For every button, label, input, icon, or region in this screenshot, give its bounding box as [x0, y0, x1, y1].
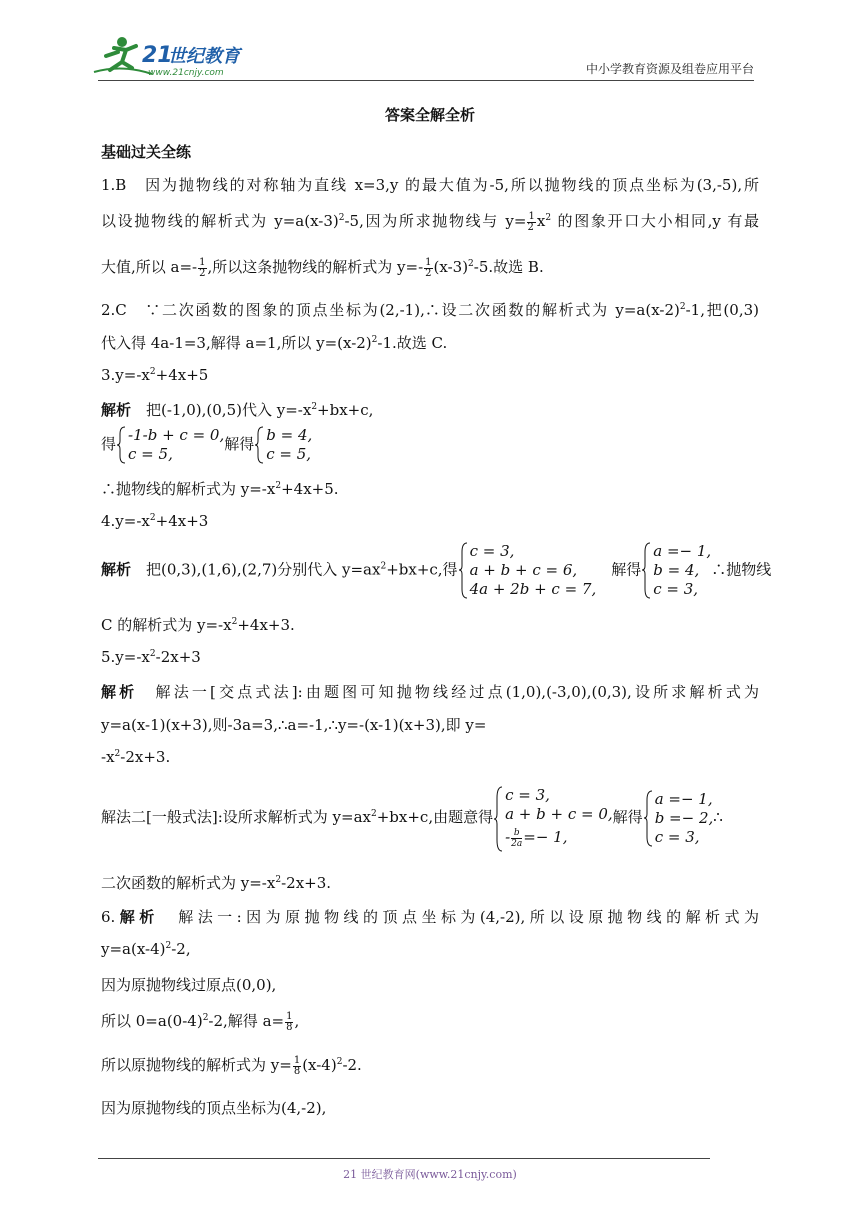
fraction-half: $\frac{1}{2}$: [527, 210, 535, 233]
q3-system-line: 得 -1-b + c = 0, c = 5, 解得 b = 4, c = 5,: [101, 426, 313, 463]
equation-system: b = 4, c = 5,: [254, 426, 312, 464]
equation-system: -1-b + c = 0, c = 5,: [116, 426, 224, 464]
q3-line-1: 解析 把(-1,0),(0,5)代入 $y=-x^2+bx+c$,: [101, 401, 374, 419]
q4-line-2: C 的解析式为 $y=-x^2+4x+3$.: [101, 616, 295, 634]
footer-link[interactable]: 21 世纪教育网(www.21cnjy.com): [343, 1168, 517, 1181]
q5-method2-line: 解法二[一般式法]:设所求解析式为 $y=ax^2+bx+c$,由题意得 c = 3, a + b + c = 0, - $\frac{b}{2a}$ =− 1, 解得 a =− 1, b =− 2, c = 3, ∴: [101, 786, 723, 850]
section-heading: 基础过关全练: [101, 143, 192, 161]
footer-divider: [98, 1158, 710, 1159]
q6-line-3: 因为原抛物线过原点(0,0),: [101, 976, 277, 994]
q3-line-3: ∴抛物线的解析式为 $y=-x^2+4x+5$.: [101, 480, 339, 498]
q2-line-1: 2.C ∵二次函数的图象的顶点坐标为(2,-1),∴设二次函数的解析式为 $y=a(x-2)^2-1$,把(0,3): [101, 301, 759, 319]
equation-system: c = 3, a + b + c = 0, - $\frac{b}{2a}$ =− 1,: [493, 786, 613, 850]
svg-text:世纪教育: 世纪教育: [168, 46, 240, 67]
q1-line-1: 1.B 因为抛物线的对称轴为直线 x=3,y 的最大值为-5,所以抛物线的顶点坐标为(3,-5),所: [101, 176, 759, 194]
equation-system: a =− 1, b = 4, c = 3,: [641, 542, 711, 599]
q3-answer: $3.y=-x^2+4x+5$: [101, 366, 209, 384]
q6-line-4: 所以 $0=a(0-4)^2-2$,解得 a= $\frac{1}{8}$ ,: [101, 1010, 300, 1033]
q5-line-5: 二次函数的解析式为 $y=-x^2-2x+3$.: [101, 874, 332, 892]
svg-text:21: 21: [142, 43, 173, 68]
q6-line-1: 6.解析 解法一:因为原抛物线的顶点坐标为(4,-2),所以设原抛物线的解析式为: [101, 908, 759, 926]
q1-line-3: 大值,所以 a=- $\frac{1}{2}$ ,所以这条抛物线的解析式为 y=- $\frac{1}{2}$ $(x-3)^2-5$.故选 B.: [101, 256, 544, 279]
q5-line-1: 解析 解法一[交点式法]:由题图可知抛物线经过点(1,0),(-3,0),(0,3),设所求解析式为: [101, 683, 759, 701]
q1-line-2: 以设抛物线的解析式为 $y=a(x-3)^2-5$,因为所求抛物线与 y= $\frac{1}{2}$ $x^2$ 的图象开口大小相同,y 有最: [101, 210, 759, 233]
equation-system: c = 3, a + b + c = 6, 4a + 2b + c = 7,: [458, 542, 597, 599]
equation-system: a =− 1, b =− 2, c = 3,: [643, 790, 714, 847]
q5-line-3: $-x^2-2x+3$.: [101, 748, 171, 766]
q5-answer: $5.y=-x^2-2x+3$: [101, 648, 201, 666]
q4-answer: $4.y=-x^2+4x+3$: [101, 512, 209, 530]
q6-line-5: 所以原抛物线的解析式为 y= $\frac{1}{8}$ $(x-4)^2-2$.: [101, 1054, 362, 1077]
q5-line-2: y=a(x-1)(x+3),则-3a=3,∴a=-1,∴y=-(x-1)(x+3),即 y=: [101, 716, 487, 734]
q4-line-1: 解析 把(0,3),(1,6),(2,7)分别代入 $y=ax^2+bx+c$,得 c = 3, a + b + c = 6, 4a + 2b + c = 7, 解得 a =− 1, b = 4, c = 3, ∴抛物线: [101, 542, 772, 598]
q6-line-6: 因为原抛物线的顶点坐标为(4,-2),: [101, 1099, 327, 1117]
q2-line-2: 代入得 4a-1=3,解得 a=1,所以 $y=(x-2)^2-1$.故选 C.: [101, 334, 448, 352]
svg-text:www.21cnjy.com: www.21cnjy.com: [148, 68, 224, 78]
site-logo: [92, 34, 262, 80]
header-divider: [98, 80, 754, 81]
header-platform-text: 中小学教育资源及组卷应用平台: [585, 62, 754, 76]
q6-line-2: $y=a(x-4)^2-2$,: [101, 940, 191, 958]
page-title: 答案全解全析: [384, 106, 475, 124]
